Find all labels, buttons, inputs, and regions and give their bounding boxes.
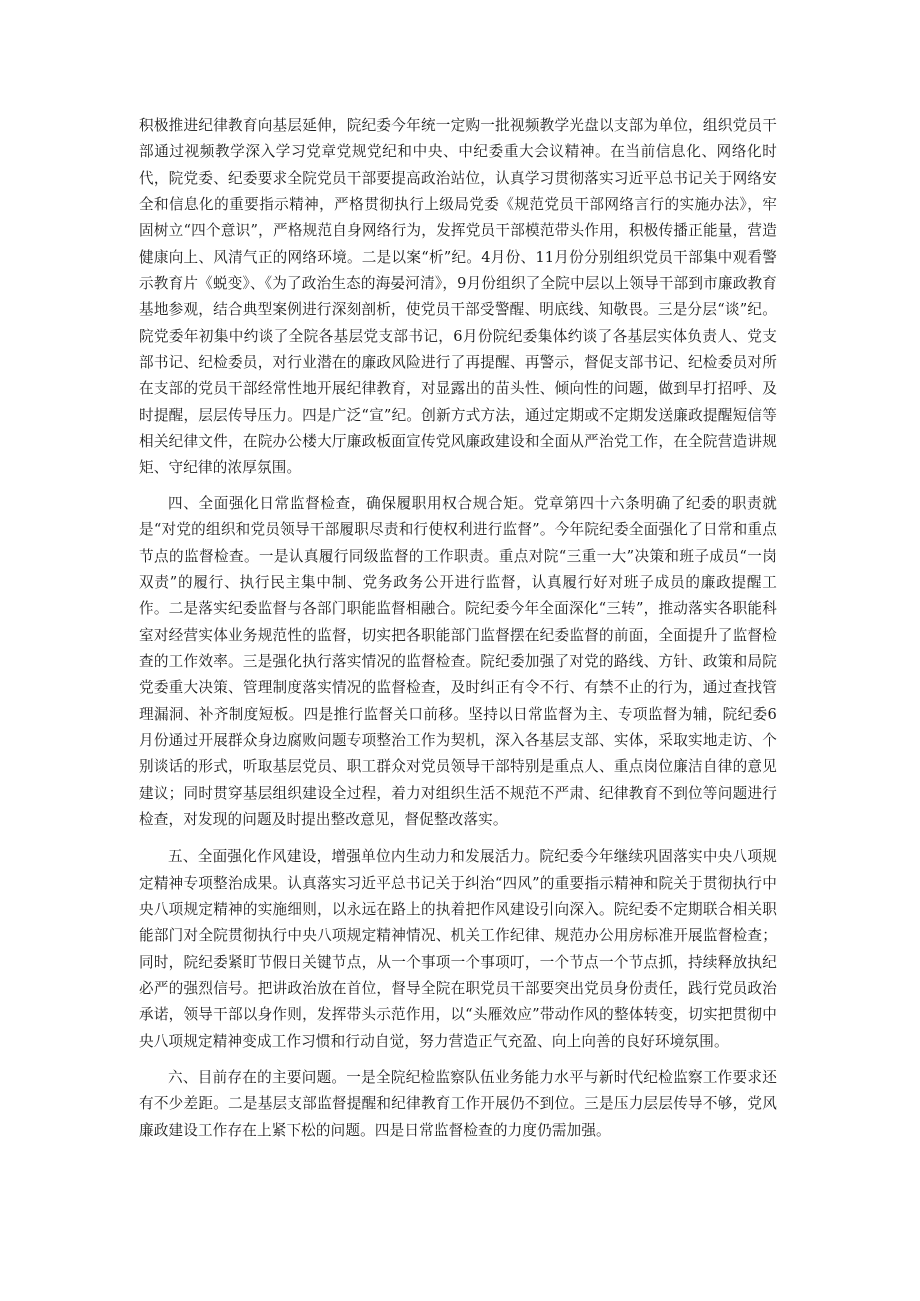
document-body <box>139 113 777 1144</box>
paragraph-section-six-problems: 六、目前存在的主要问题。一是全院纪检监察队伍业务能力水平与新时代纪检监察工作要求还有不少差距。二是基层支部监督提醒和纪律教育工作开展仍不到位。三是压力层层传导不够，党风廉政建设工作存在上紧下松的问题。四是日常监督检查的力度仍需加强。 <box>139 1069 777 1139</box>
paragraph-section-five-work-style: 五、全面强化作风建设，增强单位内生动力和发展活力。院纪委今年继续巩固落实中央八项规定精神专项整治成果。认真落实习近平总书记关于纠治“四风”的重要指示精神和院关于贯彻执行中央八项规定精神的实施细则，以永远在路上的执着把作风建设引向深入。院纪委不定期联合相关职能部门对全院贯彻执行中央八项规定精神情况、机关工作纪律、规范办公用房标准开展监督检查；同时，院纪委紧盯节假日关键节点，从一个事项一个事项叮，一个节点一个节点抓，持续释放执纪必严的强烈信号。把讲政治放在首位，督导全院在职党员干部要突出党员身份责任，践行党员政治承诺，领导干部以身作则，发挥带头示范作用，以“头雁效应”带动作风的整体转变，切实把贯彻中央八项规定精神变成工作习惯和行动自觉，努力营造正气充盈、向上向善的良好环境氛围。 <box>139 848 777 1050</box>
paragraph-section-four-supervision: 四、全面强化日常监督检查，确保履职用权合规合矩。党章第四十六条明确了纪委的职责就是“对党的组织和党员领导干部履职尽责和行使权利进行监督”。今年院纪委全面强化了日常和重点节点的监督检查。一是认真履行同级监督的工作职责。重点对院“三重一大”决策和班子成员“一岗双责”的履行、执行民主集中制、党务政务公开进行监督，认真履行好对班子成员的廉政提醒工作。二是落实纪委监督与各部门职能监督相融合。院纪委今年全面深化“三转”，推动落实各职能科室对经营实体业务规范性的监督，切实把各职能部门监督摆在纪委监督的前面，全面提升了监督检查的工作效率。三是强化执行落实情况的监督检查。院纪委加强了对党的路线、方针、政策和局院党委重大决策、管理制度落实情况的监督检查，及时纠正有令不行、有禁不止的行为，通过查找管理漏洞、补齐制度短板。四是推行监督关口前移。坚持以日常监督为主、专项监督为辅，院纪委6月份通过开展群众身边腐败问题专项整治工作为契机，深入各基层支部、实体，采取实地走访、个别谈话的形式，听取基层党员、职工群众对党员领导干部特别是重点人、重点岗位廉洁自律的意见建议；同时贯穿基层组织建设全过程，着力对组织生活不规范不严肃、纪律教育不到位等问题进行检查，对发现的问题及时提出整改意见，督促整改落实。 <box>139 494 777 828</box>
paragraph-discipline-education: 积极推进纪律教育向基层延伸，院纪委今年统一定购一批视频教学光盘以支部为单位，组织党员干部通过视频教学深入学习党章党规党纪和中央、中纪委重大会议精神。在当前信息化、网络化时代，院党委、纪委要求全院党员干部要提高政治站位，认真学习贯彻落实习近平总书记关于网络安全和信息化的重要指示精神，严格贯彻执行上级局党委《规范党员干部网络言行的实施办法》，牢固树立“四个意识”，严格规范自身网络行为，发挥党员干部模范带头作用，积极传播正能量，营造健康向上、风清气正的网络环境。二是以案“析”纪。4月份、11月份分别组织党员干部集中观看警示教育片《蜕变》、《为了政治生态的海晏河清》，9月份组织了全院中层以上领导干部到市廉政教育基地参观，结合典型案例进行深刻剖析，使党员干部受警醒、明底线、知敬畏。三是分层“谈”纪。院党委年初集中约谈了全院各基层党支部书记，6月份院纪委集体约谈了各基层实体负责人、党支部书记、纪检委员，对行业潜在的廉政风险进行了再提醒、再警示，督促支部书记、纪检委员对所在支部的党员干部经常性地开展纪律教育，对显露出的苗头性、倾向性的问题，做到早打招呼、及时提醒，层层传导压力。四是广泛“宣”纪。创新方式方法，通过定期或不定期发送廉政提醒短信等相关纪律文件，在院办公楼大厅廉政板面宣传党风廉政建设和全面从严治党工作，在全院营造讲规矩、守纪律的浓厚氛围。 <box>139 117 777 477</box>
